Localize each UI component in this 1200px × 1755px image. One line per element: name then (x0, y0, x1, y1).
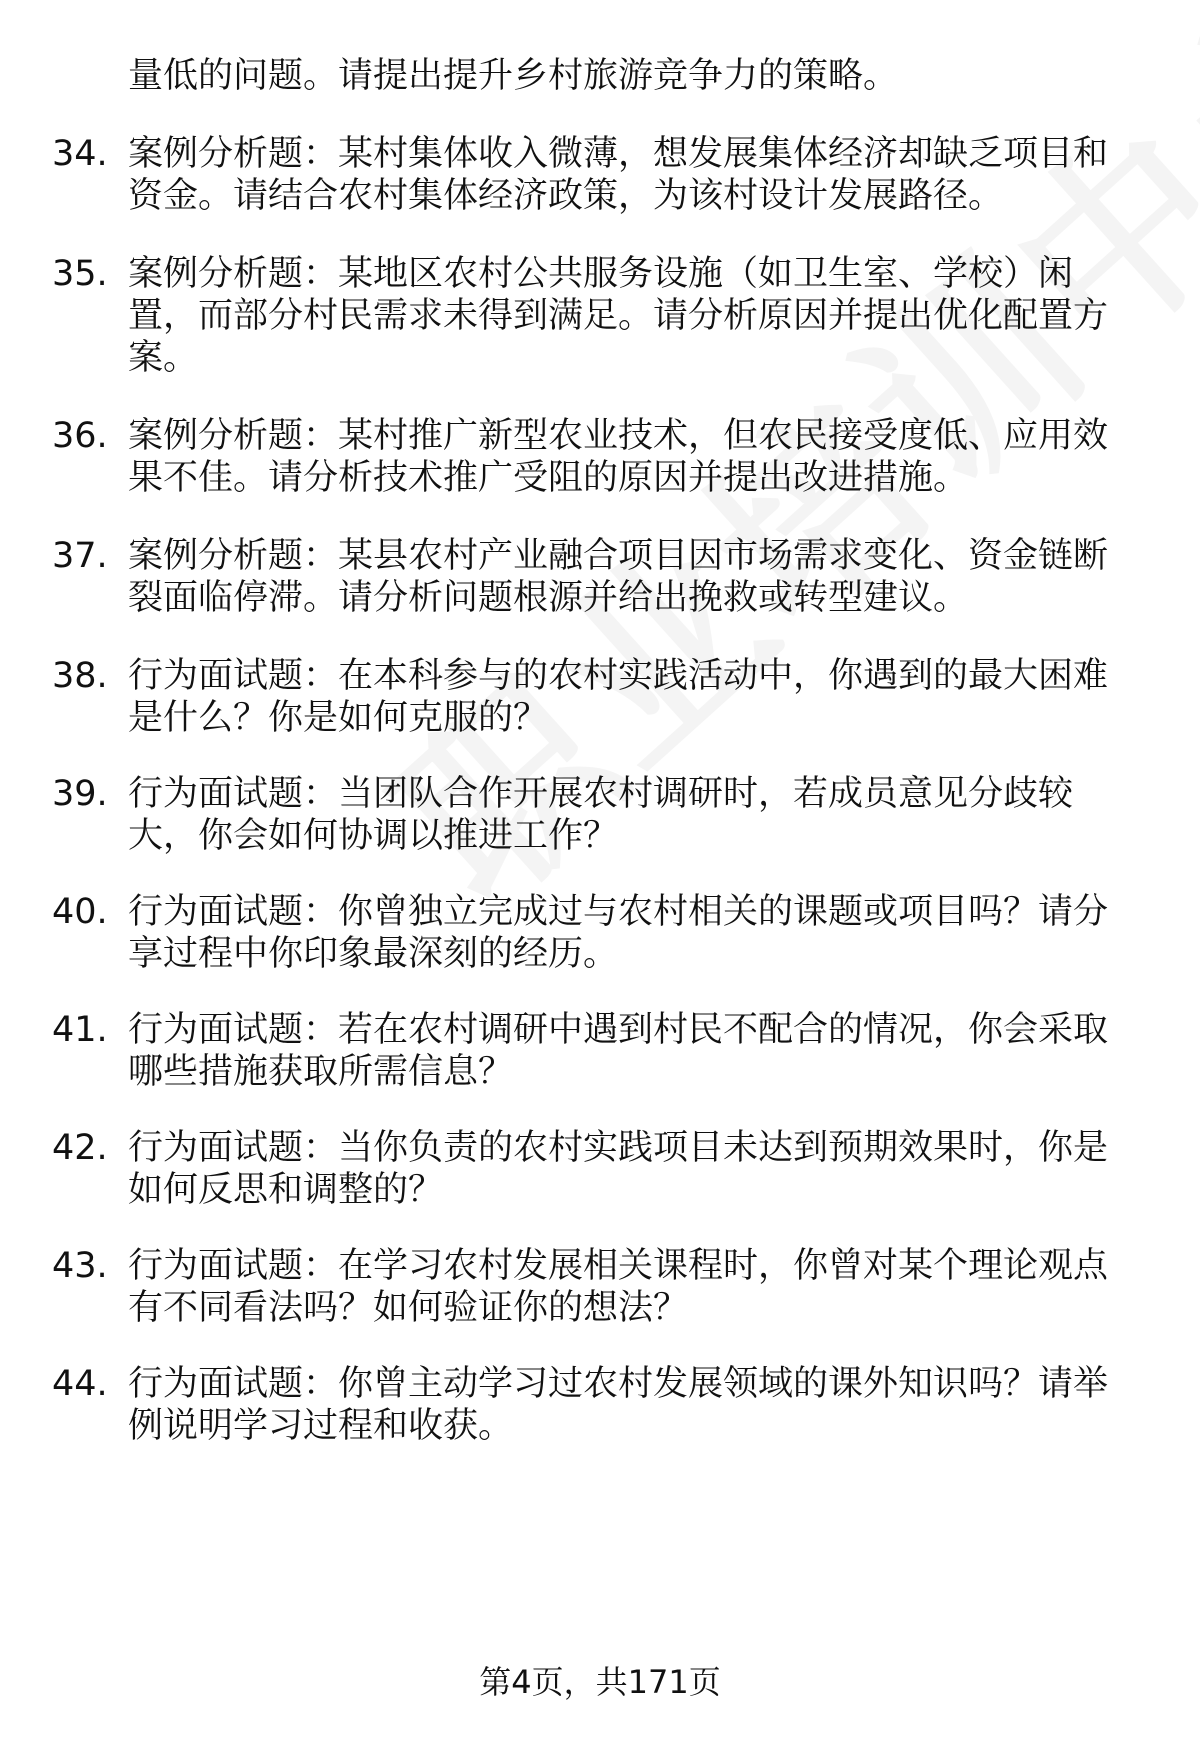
question-number: 40. (52, 892, 108, 932)
question-line: 哪些措施获取所需信息？ (128, 1052, 514, 1092)
question-line: 大，你会如何协调以推进工作？ (128, 816, 619, 856)
question-line: 案例分析题：某地区农村公共服务设施（如卫生室、学校）闲 (128, 254, 1074, 294)
question-number: 44. (52, 1364, 108, 1404)
question-number: 35. (52, 254, 108, 294)
question-line: 行为面试题：当你负责的农村实践项目未达到预期效果时，你是 (128, 1128, 1109, 1168)
question-number: 37. (52, 536, 108, 576)
question-line: 裂面临停滞。请分析问题根源并给出挽救或转型建议。 (128, 578, 969, 618)
intro-line: 量低的问题。请提出提升乡村旅游竞争力的策略。 (128, 56, 899, 96)
question-number: 43. (52, 1246, 108, 1286)
question-number: 34. (52, 134, 108, 174)
question-line: 案例分析题：某县农村产业融合项目因市场需求变化、资金链断 (128, 536, 1109, 576)
question-number: 38. (52, 656, 108, 696)
question-number: 36. (52, 416, 108, 456)
page-footer: 第4页，共171页 (479, 1663, 721, 1701)
question-line: 案例分析题：某村集体收入微薄，想发展集体经济却缺乏项目和 (128, 134, 1109, 174)
question-line: 行为面试题：当团队合作开展农村调研时，若成员意见分歧较 (128, 774, 1074, 814)
question-line: 例说明学习过程和收获。 (128, 1406, 514, 1446)
question-line: 案。 (128, 338, 199, 378)
question-number: 39. (52, 774, 108, 814)
question-number: 41. (52, 1010, 108, 1050)
question-line: 果不佳。请分析技术推广受阻的原因并提出改进措施。 (128, 458, 969, 498)
question-line: 行为面试题：在本科参与的农村实践活动中，你遇到的最大困难 (128, 656, 1109, 696)
question-line: 案例分析题：某村推广新型农业技术，但农民接受度低、应用效 (128, 416, 1109, 456)
question-line: 行为面试题：在学习农村发展相关课程时，你曾对某个理论观点 (128, 1246, 1109, 1286)
question-line: 行为面试题：若在农村调研中遇到村民不配合的情况，你会采取 (128, 1010, 1109, 1050)
question-line: 有不同看法吗？如何验证你的想法？ (128, 1288, 689, 1328)
question-line: 置，而部分村民需求未得到满足。请分析原因并提出优化配置方 (128, 296, 1109, 336)
question-line: 行为面试题：你曾独立完成过与农村相关的课题或项目吗？请分 (128, 892, 1109, 932)
question-line: 如何反思和调整的？ (128, 1170, 444, 1210)
question-number: 42. (52, 1128, 108, 1168)
question-line: 享过程中你印象最深刻的经历。 (128, 934, 619, 974)
question-line: 是什么？你是如何克服的？ (128, 698, 549, 738)
question-line: 资金。请结合农村集体经济政策，为该村设计发展路径。 (128, 176, 1004, 216)
question-line: 行为面试题：你曾主动学习过农村发展领域的课外知识吗？请举 (128, 1364, 1109, 1404)
